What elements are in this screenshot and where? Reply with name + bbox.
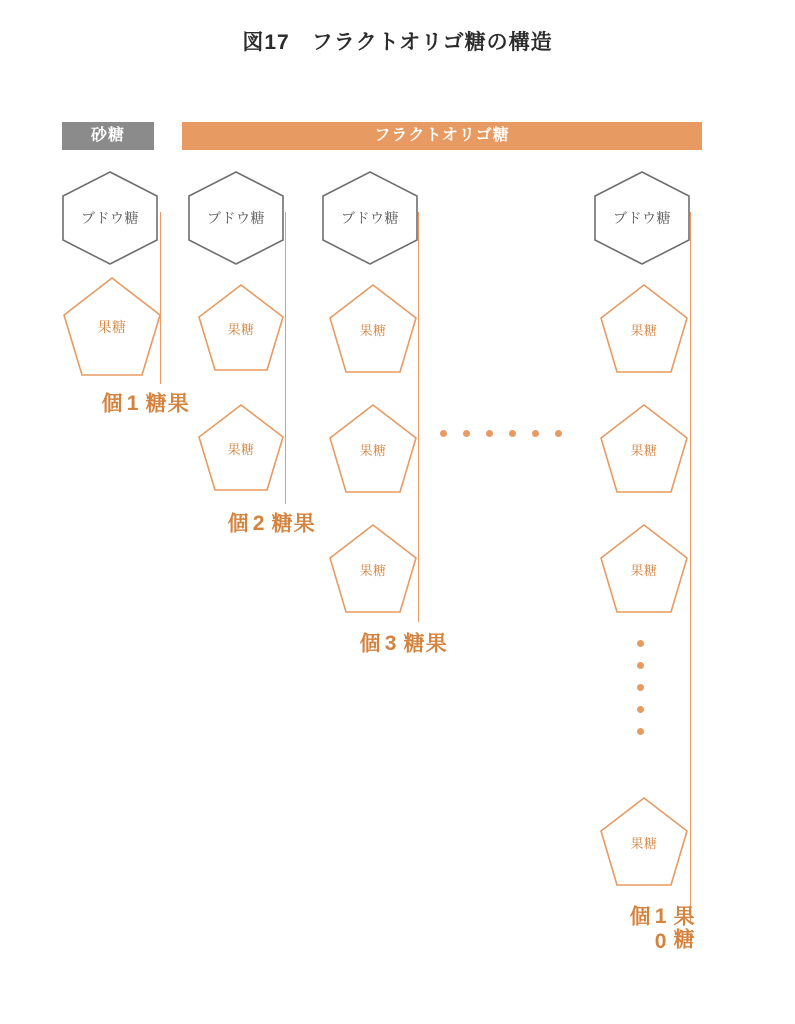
fructose-label: 果糖 xyxy=(227,321,255,337)
glucose-hexagon xyxy=(60,170,160,266)
fructose-label: 果糖 xyxy=(630,562,658,578)
glucose-hexagon xyxy=(592,170,692,266)
header-bar-sucrose: 砂糖 xyxy=(62,122,154,150)
fructose-pentagon xyxy=(327,282,419,376)
fructose-pentagon xyxy=(598,522,690,616)
glucose-label: ブドウ糖 xyxy=(613,210,671,226)
fructose-label: 果糖 xyxy=(359,322,387,338)
fructose-label: 果糖 xyxy=(227,441,255,457)
caption-fructose-count: 果糖1個 xyxy=(99,392,189,417)
fructose-pentagon xyxy=(327,402,419,496)
fructose-pentagon xyxy=(61,275,163,379)
vertical-ellipsis xyxy=(637,640,644,735)
caption-fructose-count: 果糖2個 xyxy=(225,512,315,537)
caption-fructose-count: 果糖10個 xyxy=(627,905,695,955)
fructose-label: 果糖 xyxy=(630,835,658,851)
fructose-pentagon xyxy=(598,282,690,376)
fructose-label: 果糖 xyxy=(630,442,658,458)
glucose-hexagon xyxy=(320,170,420,266)
horizontal-ellipsis xyxy=(440,430,562,437)
glucose-label: ブドウ糖 xyxy=(341,210,399,226)
caption-fructose-count: 果糖3個 xyxy=(357,632,447,657)
fructose-pentagon xyxy=(196,282,286,374)
fructose-pentagon xyxy=(196,402,286,494)
fructose-pentagon xyxy=(327,522,419,616)
glucose-label: ブドウ糖 xyxy=(207,210,265,226)
fructose-label: 果糖 xyxy=(359,562,387,578)
fructose-pentagon xyxy=(598,402,690,496)
fructose-label: 果糖 xyxy=(97,319,127,335)
glucose-label: ブドウ糖 xyxy=(81,210,139,226)
fructose-pentagon xyxy=(598,795,690,889)
header-bar-fructooligosaccharide: フラクトオリゴ糖 xyxy=(182,122,702,150)
fructose-label: 果糖 xyxy=(630,322,658,338)
connector-line xyxy=(690,212,691,922)
fructose-label: 果糖 xyxy=(359,442,387,458)
glucose-hexagon xyxy=(186,170,286,266)
figure-title: 図17 フラクトオリゴ糖の構造 xyxy=(242,31,553,54)
